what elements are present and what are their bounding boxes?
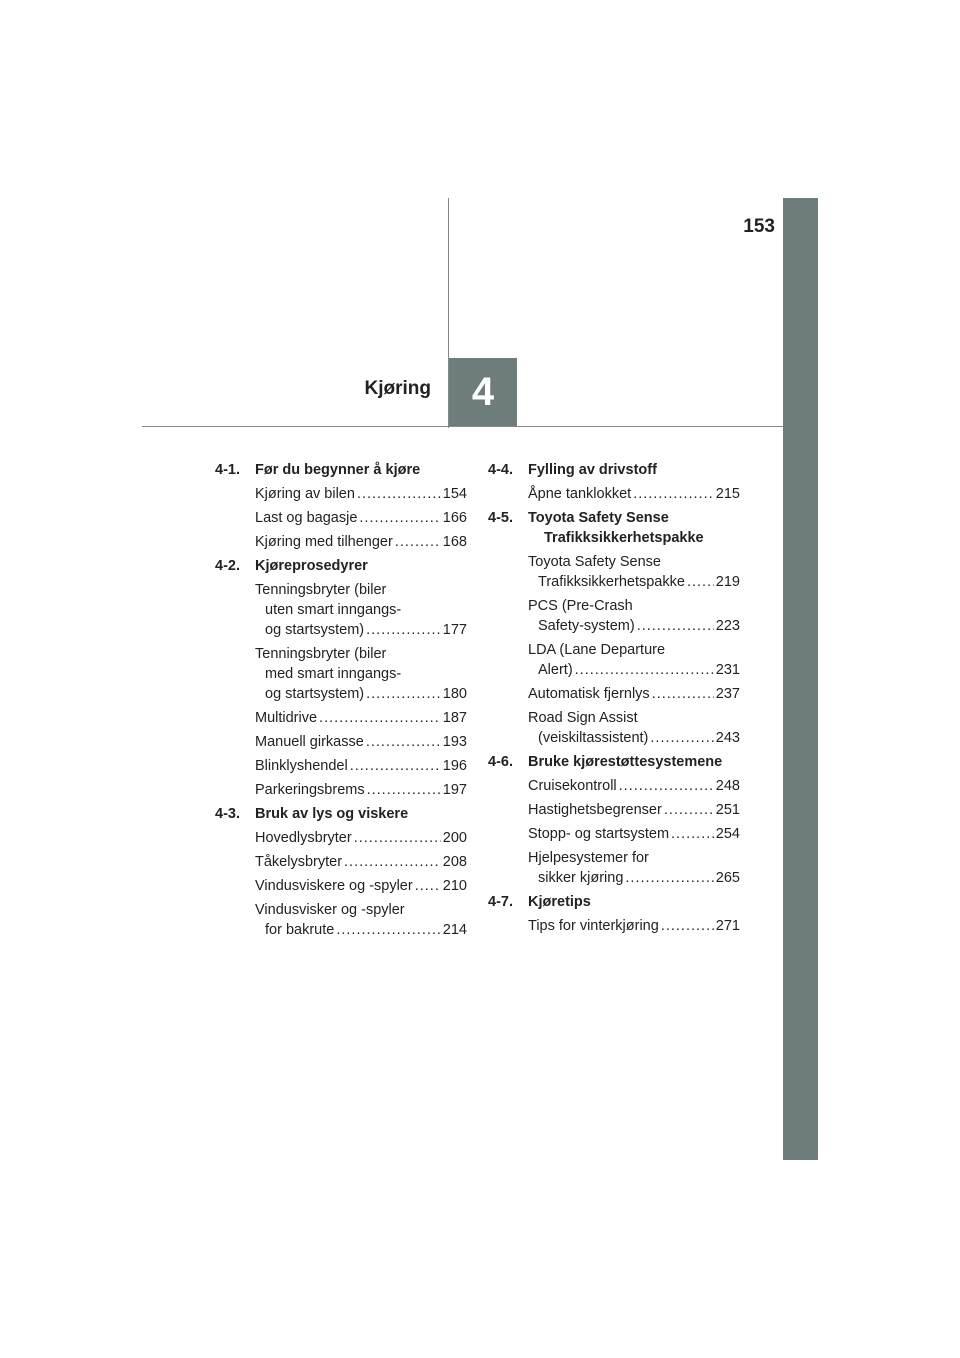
entry-page-number: 243 [715, 730, 740, 746]
section-title: Fylling av drivstoff [528, 462, 657, 478]
toc-entry[interactable] [255, 852, 467, 872]
dot-leader [344, 852, 441, 872]
entry-title-line: Road Sign Assist [528, 710, 638, 726]
entry-title-line: Stopp- og startsystem [528, 826, 670, 842]
entry-page-number: 154 [442, 486, 467, 502]
section-heading[interactable] [488, 460, 740, 480]
entry-page-number: 200 [442, 830, 467, 846]
dot-leader [619, 776, 714, 796]
section-title: Kjøretips [528, 894, 591, 910]
toc-entry[interactable] [528, 824, 740, 844]
entry-title-line: Kjøring med tilhenger [255, 534, 393, 550]
toc-entry[interactable] [255, 580, 467, 640]
entry-title-line: Alert) [538, 662, 573, 678]
entry-title-line: Tåkelysbryter [255, 854, 343, 870]
entry-title-line: Hastighetsbegrenser [528, 802, 662, 818]
toc-entry[interactable] [528, 848, 740, 888]
entry-title-line: Hjelpesystemer for [528, 850, 649, 866]
section-heading[interactable] [488, 508, 740, 548]
entry-page-number: 251 [715, 802, 740, 818]
page-number: 153 [743, 216, 775, 237]
entry-page-number: 187 [442, 710, 467, 726]
toc-entry[interactable] [255, 756, 467, 776]
toc-column-right [488, 460, 740, 940]
section-number: 4-7. [488, 894, 513, 910]
section-heading[interactable] [215, 804, 467, 824]
toc-entry[interactable] [255, 532, 467, 552]
toc-entry[interactable] [255, 876, 467, 896]
dot-leader [350, 756, 441, 776]
dot-leader [664, 800, 714, 820]
entry-title-line: Tenningsbryter (biler [255, 646, 387, 662]
dot-leader [366, 732, 441, 752]
section-heading[interactable] [488, 892, 740, 912]
dot-leader [671, 824, 714, 844]
toc-entry[interactable] [255, 900, 467, 940]
section-title: Toyota Safety Sense Trafikksikkerhetspakke [528, 510, 704, 546]
entry-title-line: Toyota Safety Sense [528, 554, 661, 570]
section-title: Kjøreprosedyrer [255, 558, 368, 574]
entry-page-number: 177 [442, 622, 467, 638]
entry-title-line: og startsystem) [265, 622, 365, 638]
entry-page-number: 214 [442, 922, 467, 938]
toc-section [488, 752, 740, 888]
entry-page-number: 254 [715, 826, 740, 842]
chapter-side-tab [783, 198, 818, 1160]
chapter-number-box: 4 [449, 358, 517, 426]
entry-page-number: 215 [715, 486, 740, 502]
entry-page-number: 231 [715, 662, 740, 678]
entry-page-number: 196 [442, 758, 467, 774]
entry-title-line: Cruisekontroll [528, 778, 617, 794]
entry-page-number: 208 [442, 854, 467, 870]
entry-page-number: 219 [715, 574, 740, 590]
entry-title-line: uten smart inngangs- [265, 602, 402, 618]
toc-entry[interactable] [528, 596, 740, 636]
entry-title-line: med smart inngangs- [265, 666, 402, 682]
entry-title-line: PCS (Pre-Crash [528, 598, 633, 614]
toc-section [488, 508, 740, 748]
toc-entry[interactable] [255, 508, 467, 528]
toc-entry[interactable] [528, 708, 740, 748]
section-number: 4-3. [215, 806, 240, 822]
entry-title-line: Vindusvisker og -spyler [255, 902, 405, 918]
dot-leader [687, 572, 714, 592]
entry-title-line: og startsystem) [265, 686, 365, 702]
section-number: 4-2. [215, 558, 240, 574]
toc-entry[interactable] [255, 484, 467, 504]
toc-section [488, 892, 740, 936]
entry-title-line: Safety-system) [538, 618, 635, 634]
entry-page-number: 168 [442, 534, 467, 550]
entry-title-line: (veiskiltassistent) [538, 730, 649, 746]
dot-leader [395, 532, 441, 552]
entry-title-line: Trafikksikkerhetspakke [538, 574, 685, 590]
toc-entry[interactable] [528, 552, 740, 592]
toc-section [215, 460, 467, 552]
entry-page-number: 197 [442, 782, 467, 798]
chapter-title: Kjøring [364, 378, 431, 399]
toc-entry[interactable] [255, 708, 467, 728]
entry-title-line: Blinklyshendel [255, 758, 348, 774]
section-title: Bruke kjørestøttesystemene [528, 754, 723, 770]
section-number: 4-6. [488, 754, 513, 770]
toc-entry[interactable] [528, 640, 740, 680]
entry-title-line: Manuell girkasse [255, 734, 364, 750]
entry-title-line: Hovedlysbryter [255, 830, 352, 846]
entry-title-line: LDA (Lane Departure [528, 642, 666, 658]
section-title: Før du begynner å kjøre [255, 462, 421, 478]
dot-leader [366, 684, 441, 704]
toc-entry[interactable] [255, 644, 467, 704]
section-heading[interactable] [488, 752, 740, 772]
dot-leader [354, 828, 441, 848]
section-heading[interactable] [215, 556, 467, 576]
dot-leader [359, 508, 440, 528]
toc-section [215, 804, 467, 940]
dot-leader [575, 660, 714, 680]
toc-entry[interactable] [528, 776, 740, 796]
dot-leader [633, 484, 714, 504]
toc-entry[interactable] [528, 484, 740, 504]
section-heading[interactable] [215, 460, 467, 480]
section-title: Bruk av lys og viskere [255, 806, 409, 822]
entry-title-line: sikker kjøring [538, 870, 624, 886]
dot-leader [637, 616, 714, 636]
entry-title-line: Multidrive [255, 710, 318, 726]
entry-title-line: Parkeringsbrems [255, 782, 365, 798]
dot-leader [625, 868, 713, 888]
entry-page-number: 223 [715, 618, 740, 634]
dot-leader [652, 684, 714, 704]
entry-page-number: 271 [715, 918, 740, 934]
toc-entry[interactable] [255, 732, 467, 752]
section-number: 4-4. [488, 462, 513, 478]
dot-leader [367, 780, 441, 800]
dot-leader [357, 484, 441, 504]
entry-page-number: 248 [715, 778, 740, 794]
entry-title-line: Vindusviskere og -spyler [255, 878, 413, 894]
toc-entry[interactable] [528, 684, 740, 704]
dot-leader [366, 620, 441, 640]
entry-title-line: for bakrute [265, 922, 335, 938]
section-number: 4-1. [215, 462, 240, 478]
entry-title-line: Tenningsbryter (biler [255, 582, 387, 598]
entry-page-number: 237 [715, 686, 740, 702]
toc-entry[interactable] [255, 828, 467, 848]
horizontal-rule [142, 426, 783, 427]
toc-column-left [215, 460, 467, 944]
toc-entry[interactable] [528, 800, 740, 820]
entry-page-number: 193 [442, 734, 467, 750]
entry-title-line: Tips for vinterkjøring [528, 918, 659, 934]
toc-entry[interactable] [255, 780, 467, 800]
dot-leader [336, 920, 440, 940]
dot-leader [415, 876, 441, 896]
section-number: 4-5. [488, 510, 513, 526]
dot-leader [319, 708, 441, 728]
toc-entry[interactable] [528, 916, 740, 936]
entry-title-line: Automatisk fjernlys [528, 686, 650, 702]
entry-title-line: Kjøring av bilen [255, 486, 355, 502]
toc-section [488, 460, 740, 504]
dot-leader [661, 916, 714, 936]
entry-title-line: Last og bagasje [255, 510, 358, 526]
entry-title-line: Åpne tanklokket [528, 486, 632, 502]
dot-leader [650, 728, 713, 748]
entry-page-number: 265 [715, 870, 740, 886]
entry-page-number: 180 [442, 686, 467, 702]
entry-page-number: 166 [442, 510, 467, 526]
toc-section [215, 556, 467, 800]
entry-page-number: 210 [442, 878, 467, 894]
